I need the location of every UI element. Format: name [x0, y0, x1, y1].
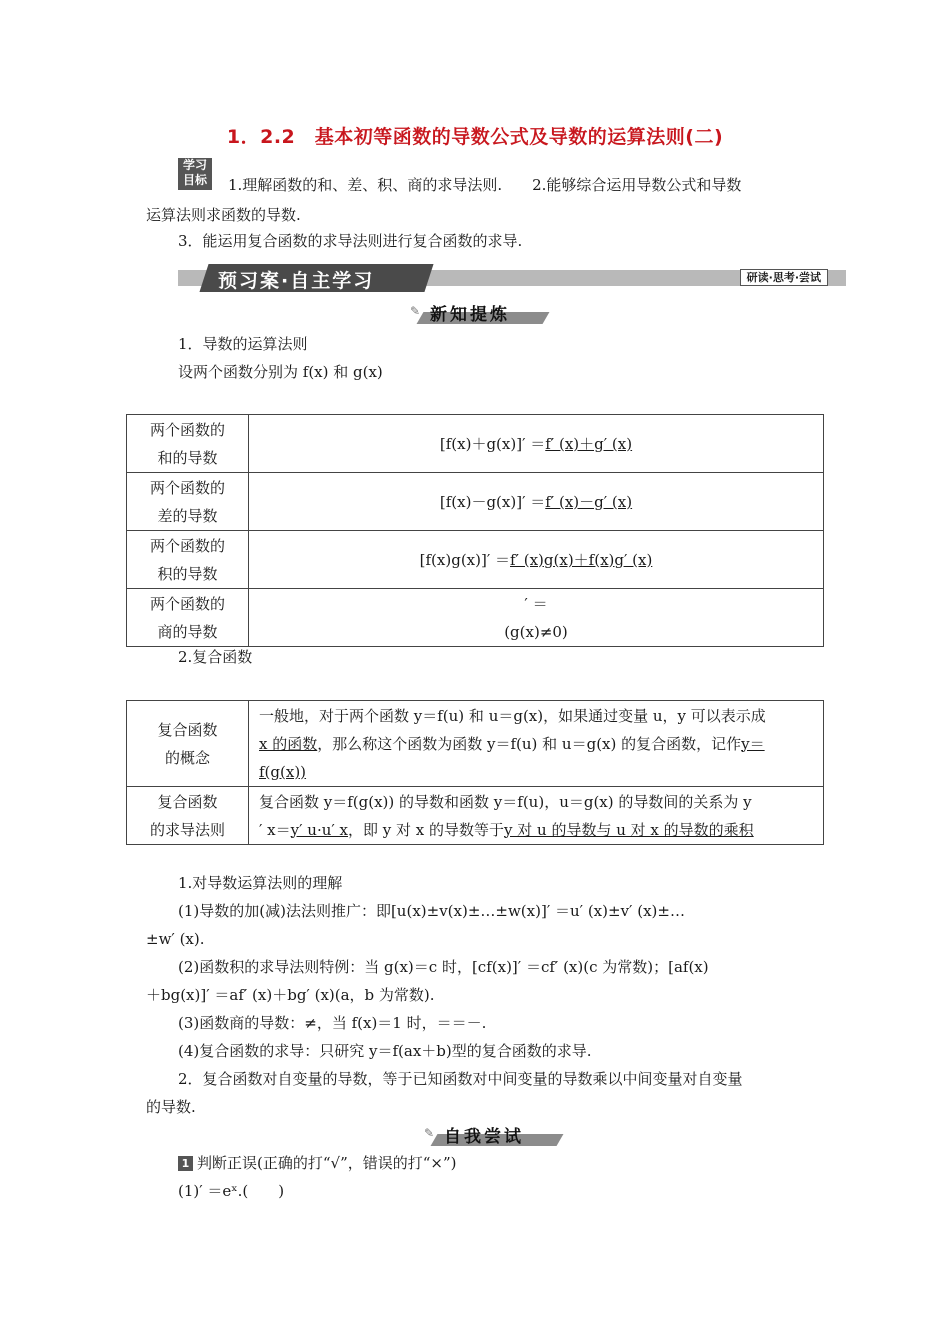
table-row	[127, 531, 824, 589]
question-text: 判断正误(正确的打“√”，错误的打“×”)	[197, 1154, 457, 1172]
rule-formula-cell	[249, 531, 824, 589]
rule-name-line: 差的导数	[157, 506, 218, 525]
table-row	[127, 473, 824, 531]
concept-text: ，那么称这个函数为函数 y＝f(u) 和 u＝g(x) 的复合函数，记作	[317, 734, 742, 753]
section-heading-text: 自我尝试	[444, 1127, 524, 1147]
note-1d: (4)复合函数的求导：只研究 y＝f(ax＋b)型的复合函数的求导.	[178, 1042, 592, 1060]
pencil-icon: ✎	[424, 1126, 435, 1140]
rule-text: ′ x＝	[259, 820, 291, 839]
rules-heading: 1．导数的运算法则	[178, 335, 308, 353]
derivative-rules-table	[126, 414, 824, 647]
rule-answer: y 对 u 的导数与 u 对 x 的导数的乘积	[504, 820, 754, 839]
concept-answer: x 的函数	[259, 734, 318, 753]
goal-line-2: 运算法则求函数的导数.	[146, 206, 301, 224]
exercise-item-1: (1)′ ＝eˣ.( )	[178, 1182, 285, 1200]
rule-name-line: 的求导法则	[149, 820, 225, 839]
study-goal-badge	[178, 158, 212, 190]
rules-intro: 设两个函数分别为 f(x) 和 g(x)	[178, 363, 383, 381]
rule-name-line: 商的导数	[157, 622, 218, 641]
rule-text: ，即 y 对 x 的导数等于	[348, 820, 505, 839]
goal-line-1: 1.理解函数的和、差、积、商的求导法则. 2.能够综合运用导数公式和导数	[228, 176, 742, 194]
rule-name-cell	[127, 531, 249, 589]
concept-text-cell	[249, 701, 824, 787]
rule-name-cell	[127, 787, 249, 845]
note-1c: (3)函数商的导数：≠，当 f(x)＝1 时，＝＝－.	[178, 1014, 487, 1032]
composite-heading: 2.复合函数	[178, 648, 253, 666]
preview-banner	[178, 264, 846, 290]
concept-line	[259, 758, 823, 786]
table-row	[127, 415, 824, 473]
concept-line: 一般地，对于两个函数 y＝f(u) 和 u＝g(x)，如果通过变量 u，y 可以表示成	[259, 706, 766, 725]
rule-name-cell	[127, 415, 249, 473]
question-number-badge: 1	[178, 1156, 193, 1171]
note-1a-cont: ±w′ (x).	[146, 930, 205, 948]
rule-name-line: 和的导数	[157, 448, 218, 467]
formula-answer: (g(x)≠0)	[504, 622, 568, 641]
formula-prefix: ′ ＝	[524, 594, 548, 613]
rule-formula-cell	[249, 589, 824, 647]
formula-answer: f′ (x)＋g′ (x)	[545, 434, 633, 453]
badge-line-1: 学习	[182, 158, 207, 172]
formula-answer: f′ (x)g(x)＋f(x)g′ (x)	[510, 550, 653, 569]
note-2: 2．复合函数对自变量的导数，等于已知函数对中间变量的导数乘以中间变量对自变量	[178, 1070, 743, 1088]
concept-answer: f(g(x))	[259, 762, 307, 781]
goal-line-3: 3．能运用复合函数的求导法则进行复合函数的求导.	[178, 232, 523, 250]
table-row	[127, 701, 824, 787]
table-row	[127, 787, 824, 845]
table-row	[127, 589, 824, 647]
rule-text-cell	[249, 787, 824, 845]
rule-name-line: 复合函数	[157, 792, 218, 811]
concept-answer: y＝	[741, 734, 765, 753]
formula-answer: f′ (x)－g′ (x)	[545, 492, 633, 511]
note-1-heading: 1.对导数运算法则的理解	[178, 874, 343, 892]
rule-name-line: 积的导数	[157, 564, 218, 583]
concept-name-line: 复合函数	[157, 720, 218, 739]
concept-name-cell	[127, 701, 249, 787]
rule-name-line: 两个函数的	[149, 536, 225, 555]
section-heading-text: 新知提炼	[430, 305, 510, 325]
pencil-icon: ✎	[410, 304, 421, 318]
exercise-question	[178, 1152, 457, 1174]
concept-line	[259, 730, 823, 758]
formula-prefix: [f(x)g(x)]′ ＝	[419, 550, 511, 569]
note-1a: (1)导数的加(减)法法则推广：即[u(x)±v(x)±…±w(x)]′ ＝u′ (x)±v′ (x)±…	[178, 902, 685, 920]
note-1b: (2)函数积的求导法则特例：当 g(x)＝c 时，[cf(x)]′ ＝cf′ (x)(c 为常数)；[af(x)	[178, 958, 709, 976]
formula-prefix: [f(x)＋g(x)]′ ＝	[439, 434, 546, 453]
rule-line: 复合函数 y＝f(g(x)) 的导数和函数 y＝f(u)，u＝g(x) 的导数间的关系为 y	[259, 792, 752, 811]
rule-formula-cell	[249, 473, 824, 531]
note-2-cont: 的导数.	[146, 1098, 196, 1116]
section-heading-self-try	[424, 1122, 564, 1150]
section-heading-new-knowledge	[410, 300, 550, 328]
formula-prefix: [f(x)－g(x)]′ ＝	[439, 492, 546, 511]
rule-formula-cell	[249, 415, 824, 473]
banner-title: 预习案·自主学习	[218, 270, 375, 292]
page-title: 1．2.2 基本初等函数的导数公式及导数的运算法则(二)	[226, 126, 724, 148]
rule-answer: y′ u·u′ x	[290, 820, 349, 839]
rule-name-line: 两个函数的	[149, 478, 225, 497]
rule-name-cell	[127, 589, 249, 647]
banner-tag: 研读·思考·尝试	[740, 269, 828, 286]
note-1b-cont: ＋bg(x)]′ ＝af′ (x)＋bg′ (x)(a，b 为常数).	[146, 986, 435, 1004]
rule-name-line: 两个函数的	[149, 420, 225, 439]
rule-name-cell	[127, 473, 249, 531]
concept-name-line: 的概念	[164, 748, 210, 767]
composite-function-table	[126, 700, 824, 845]
badge-line-2: 目标	[182, 173, 207, 187]
rule-name-line: 两个函数的	[149, 594, 225, 613]
rule-line	[259, 816, 823, 844]
